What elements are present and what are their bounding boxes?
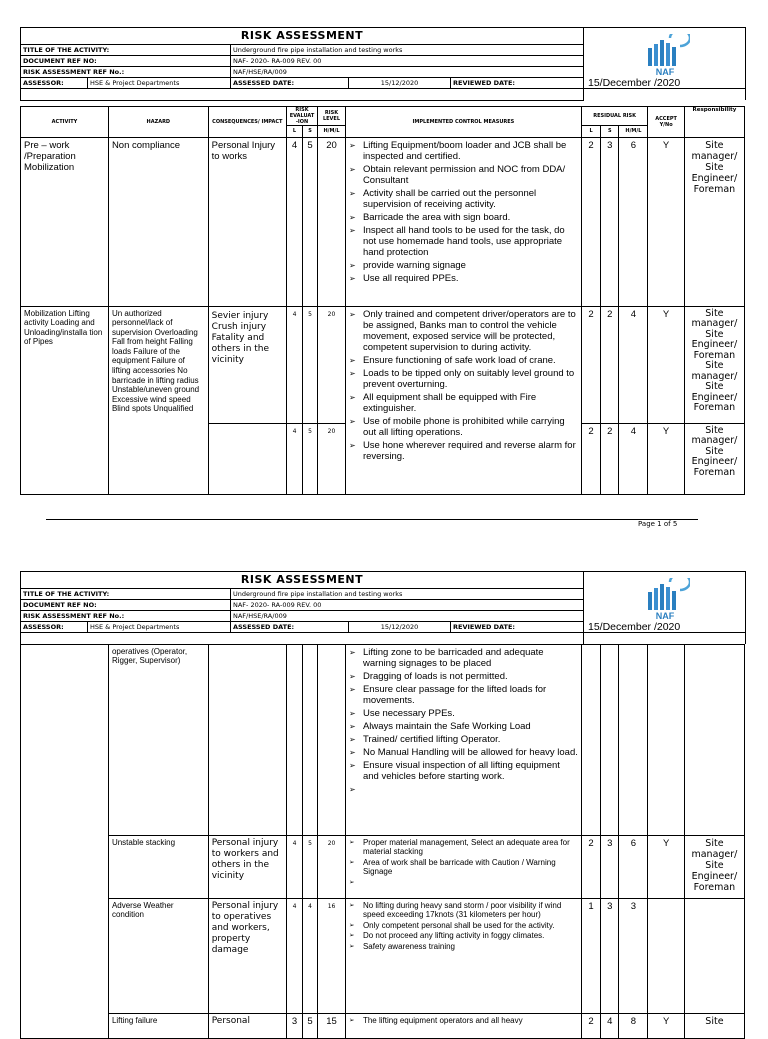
activity-cell: Mobilization Lifting activity Loading and Unloading/installa tion of Pipes xyxy=(21,306,109,494)
control-measure-item: ➢ Loads to be tipped only on suitably level ground to prevent overturning. xyxy=(349,368,578,390)
doc-title: RISK ASSESSMENT xyxy=(21,28,584,45)
controls-list xyxy=(349,901,578,952)
col-risk-level: RISK LEVEL xyxy=(318,106,346,125)
risk-table-p2 xyxy=(20,644,745,1039)
level-cell: 16 xyxy=(318,898,346,1013)
control-measure-item: ➢ Lifting zone to be barricaded and adequate warning signages to be placed xyxy=(349,647,578,669)
residual-hml-cell: 4 xyxy=(619,306,648,423)
assessed-date-label: ASSESSED DATE: xyxy=(231,78,349,89)
hazard-cell: operatives (Operator, Rigger, Supervisor) xyxy=(108,644,208,835)
control-measure-item: ➢ Use all required PPEs. xyxy=(349,273,578,284)
consequence-cell: Personal injury to operatives and workers, property damage xyxy=(208,898,286,1013)
reviewed-date-value: 15/December /2020 xyxy=(584,621,746,633)
accept-cell: Y xyxy=(648,835,684,898)
consequence-cell: Personal xyxy=(208,1013,286,1038)
assessed-date-value: 15/12/2020 xyxy=(349,78,451,89)
s-cell: 5 xyxy=(303,1013,318,1038)
controls-cell xyxy=(345,644,581,835)
controls-list xyxy=(349,140,578,284)
residual-s-cell-2: 2 xyxy=(601,423,619,494)
controls-cell xyxy=(345,898,581,1013)
controls-cell xyxy=(345,137,581,306)
consequence-cell: Sevier injury Crush injury Fatality and others in the vicinity xyxy=(208,306,286,423)
control-measure-item: ➢ Inspect all hand tools to be used for the task, do not use homemade hand tools, use appropriate hand protection xyxy=(349,225,578,258)
controls-list xyxy=(349,309,578,462)
residual-l-cell-2: 2 xyxy=(581,423,600,494)
control-measure-item: ➢ Safety awareness training xyxy=(349,942,578,952)
control-measure-item: ➢ Obtain relevant permission and NOC from DDA/ Consultant xyxy=(349,164,578,186)
residual-l-cell: 2 xyxy=(581,1013,600,1038)
s-cell-2: 5 xyxy=(303,423,318,494)
level-cell-2: 20 xyxy=(318,423,346,494)
s-cell: 5 xyxy=(303,306,318,423)
l-cell: 3 xyxy=(286,1013,302,1038)
control-measure-item: ➢ Use necessary PPEs. xyxy=(349,708,578,719)
control-measure-item: ➢ The lifting equipment operators and all heavy xyxy=(349,1016,578,1026)
hazard-cell: Non compliance xyxy=(108,137,208,306)
s-cell xyxy=(303,644,318,835)
level-cell xyxy=(318,644,346,835)
page-1 xyxy=(20,27,745,495)
residual-s-cell: 3 xyxy=(601,835,619,898)
responsibility-cell xyxy=(684,644,744,835)
col-s: S xyxy=(303,125,318,137)
col-responsibility: Responsibility xyxy=(684,106,744,137)
control-measure-item: ➢ Area of work shall be barricade with Caution / Warning Signage xyxy=(349,858,578,877)
residual-hml-cell-2: 4 xyxy=(619,423,648,494)
col-accept: ACCEPT Y/No xyxy=(648,106,684,137)
col-risk-eval: RISK EVALUAT -ION xyxy=(286,106,317,125)
residual-hml-cell: 6 xyxy=(619,835,648,898)
table-row xyxy=(21,835,745,898)
assessor-label: ASSESSOR: xyxy=(21,622,88,633)
consequence-cell: Personal injury to workers and others in the vicinity xyxy=(208,835,286,898)
activity-value: Underground fire pipe installation and testing works xyxy=(231,589,584,600)
responsibility-cell: Site manager/ Site Engineer/ Foreman xyxy=(684,835,744,898)
table-row xyxy=(21,306,745,423)
control-measure-item: ➢ Trained/ certified lifting Operator. xyxy=(349,734,578,745)
control-measure-item: ➢ Activity shall be carried out the personnel supervision of receiving activity. xyxy=(349,188,578,210)
control-measure-item: ➢ Dragging of loads is not permitted. xyxy=(349,671,578,682)
col-hazard: HAZARD xyxy=(108,106,208,137)
responsibility-cell: Site manager/ Site Engineer/ Foreman Site manager/ Site Engineer/ Foreman xyxy=(684,306,744,423)
control-measure-item: ➢ All equipment shall be equipped with Fire extinguisher. xyxy=(349,392,578,414)
l-cell-2: 4 xyxy=(286,423,302,494)
col-activity: ACTIVITY xyxy=(21,106,109,137)
s-cell: 5 xyxy=(303,835,318,898)
control-measure-item: ➢ Barricade the area with sign board. xyxy=(349,212,578,223)
consequence-cell: Personal Injury to works xyxy=(208,137,286,306)
hazard-cell: Unstable stacking xyxy=(108,835,208,898)
accept-cell: Y xyxy=(648,1013,684,1038)
activity-text: Pre – work /Preparation xyxy=(24,139,76,162)
level-cell: 20 xyxy=(318,306,346,423)
col-residual: RESIDUAL RISK xyxy=(581,106,647,125)
table-row xyxy=(21,644,745,835)
control-measure-item: ➢ Use of mobile phone is prohibited while carrying out all lifting operations. xyxy=(349,416,578,438)
col-hml: H/M/L xyxy=(318,125,346,137)
col-consequences: CONSEQUENCES/ IMPACT xyxy=(208,106,286,137)
raref-value: NAF/HSE/RA/009 xyxy=(231,67,584,78)
controls-cell xyxy=(345,306,581,494)
responsibility-cell: Site manager/ Site Engineer/ Foreman xyxy=(684,137,744,306)
hazard-cell: Adverse Weather condition xyxy=(108,898,208,1013)
control-measure-item: ➢ Use hone wherever required and reverse alarm for reversing. xyxy=(349,440,578,462)
residual-l-cell: 1 xyxy=(581,898,600,1013)
level-cell: 15 xyxy=(318,1013,346,1038)
s-cell: 5 xyxy=(303,137,318,306)
page-2 xyxy=(20,571,745,1039)
l-cell: 4 xyxy=(286,835,302,898)
naf-logo-icon xyxy=(640,578,690,624)
control-measure-item: ➢ Only trained and competent driver/operators are to be assigned, Banks man to control the vehicle movement, exposed service will be protected, competent supervision to during activity. xyxy=(349,309,578,353)
l-cell: 4 xyxy=(286,137,302,306)
docref-label: DOCUMENT REF NO: xyxy=(21,56,231,67)
activity-cell xyxy=(21,137,109,306)
col-rs: S xyxy=(601,125,619,137)
footer-divider xyxy=(46,519,698,520)
risk-table-p1 xyxy=(20,106,745,495)
docref-label: DOCUMENT REF NO: xyxy=(21,600,231,611)
l-cell xyxy=(286,644,302,835)
accept-cell xyxy=(648,644,684,835)
raref-value: NAF/HSE/RA/009 xyxy=(231,611,584,622)
reviewed-date-label: REVIEWED DATE: xyxy=(451,78,584,89)
residual-s-cell: 3 xyxy=(601,898,619,1013)
consequence-cell-2 xyxy=(208,423,286,494)
col-rl: L xyxy=(581,125,600,137)
table-row xyxy=(21,898,745,1013)
control-measure-item: ➢ Only competent personal shall be used for the activity. xyxy=(349,921,578,931)
activity-cell xyxy=(21,644,109,1038)
residual-hml-cell: 6 xyxy=(619,137,648,306)
doc-title: RISK ASSESSMENT xyxy=(21,572,584,589)
assessor-label: ASSESSOR: xyxy=(21,78,88,89)
assessor-value: HSE & Project Departments xyxy=(88,622,231,633)
col-l: L xyxy=(286,125,302,137)
l-cell: 4 xyxy=(286,306,302,423)
control-measure-item: ➢ No lifting during heavy sand storm / poor visibility if wind speed exceeding 17knots (31 kilometers per hour) xyxy=(349,901,578,920)
reviewed-date-value: 15/December /2020 xyxy=(584,77,746,89)
residual-s-cell: 4 xyxy=(601,1013,619,1038)
control-measure-item: ➢ Ensure clear passage for the lifted loads for movements. xyxy=(349,684,578,706)
assessed-date-value: 15/12/2020 xyxy=(349,622,451,633)
activity-text-2: Mobilization xyxy=(24,161,75,173)
raref-label: RISK ASSESSMENT REF No.: xyxy=(21,67,231,78)
reviewed-date-label: REVIEWED DATE: xyxy=(451,622,584,633)
residual-s-cell: 3 xyxy=(601,137,619,306)
residual-l-cell: 2 xyxy=(581,137,600,306)
controls-list xyxy=(349,647,578,782)
docref-value: NAF- 2020- RA-009 REV. 00 xyxy=(231,600,584,611)
accept-cell xyxy=(648,898,684,1013)
activity-value: Underground fire pipe installation and testing works xyxy=(231,45,584,56)
activity-label: TITLE OF THE ACTIVITY: xyxy=(21,589,231,600)
residual-l-cell: 2 xyxy=(581,835,600,898)
residual-l-cell: 2 xyxy=(581,306,600,423)
responsibility-cell-2: Site manager/ Site Engineer/ Foreman xyxy=(684,423,744,494)
responsibility-cell: Site xyxy=(684,1013,744,1038)
logo-text: NAF xyxy=(655,610,674,621)
l-cell: 4 xyxy=(286,898,302,1013)
table-row xyxy=(21,137,745,306)
control-measure-item: ➢ Ensure visual inspection of all lifting equipment and vehicles before starting work. xyxy=(349,760,578,782)
controls-cell xyxy=(345,1013,581,1038)
accept-cell-2: Y xyxy=(648,423,684,494)
responsibility-cell xyxy=(684,898,744,1013)
level-cell: 20 xyxy=(318,835,346,898)
assessed-date-label: ASSESSED DATE: xyxy=(231,622,349,633)
residual-l-cell xyxy=(581,644,600,835)
residual-hml-cell: 8 xyxy=(619,1013,648,1038)
hazard-cell: Lifting failure xyxy=(108,1013,208,1038)
control-measure-item: ➢ No Manual Handling will be allowed for heavy load. xyxy=(349,747,578,758)
col-rhml: H/M/L xyxy=(619,125,648,137)
logo-text: NAF xyxy=(655,66,674,77)
assessor-value: HSE & Project Departments xyxy=(88,78,231,89)
controls-list xyxy=(349,838,578,877)
level-cell: 20 xyxy=(318,137,346,306)
activity-label: TITLE OF THE ACTIVITY: xyxy=(21,45,231,56)
control-measure-item: ➢ Do not proceed any lifting activity in foggy climates. xyxy=(349,931,578,941)
raref-label: RISK ASSESSMENT REF No.: xyxy=(21,611,231,622)
controls-cell xyxy=(345,835,581,898)
consequence-cell xyxy=(208,644,286,835)
control-measure-item: ➢ Always maintain the Safe Working Load xyxy=(349,721,578,732)
residual-hml-cell: 3 xyxy=(619,898,648,1013)
docref-value: NAF- 2020- RA-009 REV. 00 xyxy=(231,56,584,67)
control-measure-item: ➢ Lifting Equipment/boom loader and JCB shall be inspected and certified. xyxy=(349,140,578,162)
col-controls: IMPLEMENTED CONTROL MEASURES xyxy=(345,106,581,137)
hazard-cell: Un authorized personnel/lack of supervision Overloading Fall from height Falling loads Failure of the equipment Failure of lifting accessories No barricade in lifting radius Unstable/uneven ground Excessive wind speed Blind spots Unqualified xyxy=(108,306,208,494)
control-measure-item: ➢ Proper material management, Select an adequate area for material stacking xyxy=(349,838,578,857)
residual-s-cell: 2 xyxy=(601,306,619,423)
accept-cell: Y xyxy=(648,137,684,306)
control-measure-item: ➢ provide warning signage xyxy=(349,260,578,271)
page-number: Page 1 of 5 xyxy=(638,520,678,528)
control-measure-item: ➢ Ensure functioning of safe work load of crane. xyxy=(349,355,578,366)
naf-logo-icon xyxy=(640,34,690,80)
s-cell: 4 xyxy=(303,898,318,1013)
residual-s-cell xyxy=(601,644,619,835)
table-row xyxy=(21,1013,745,1038)
residual-hml-cell xyxy=(619,644,648,835)
accept-cell: Y xyxy=(648,306,684,423)
